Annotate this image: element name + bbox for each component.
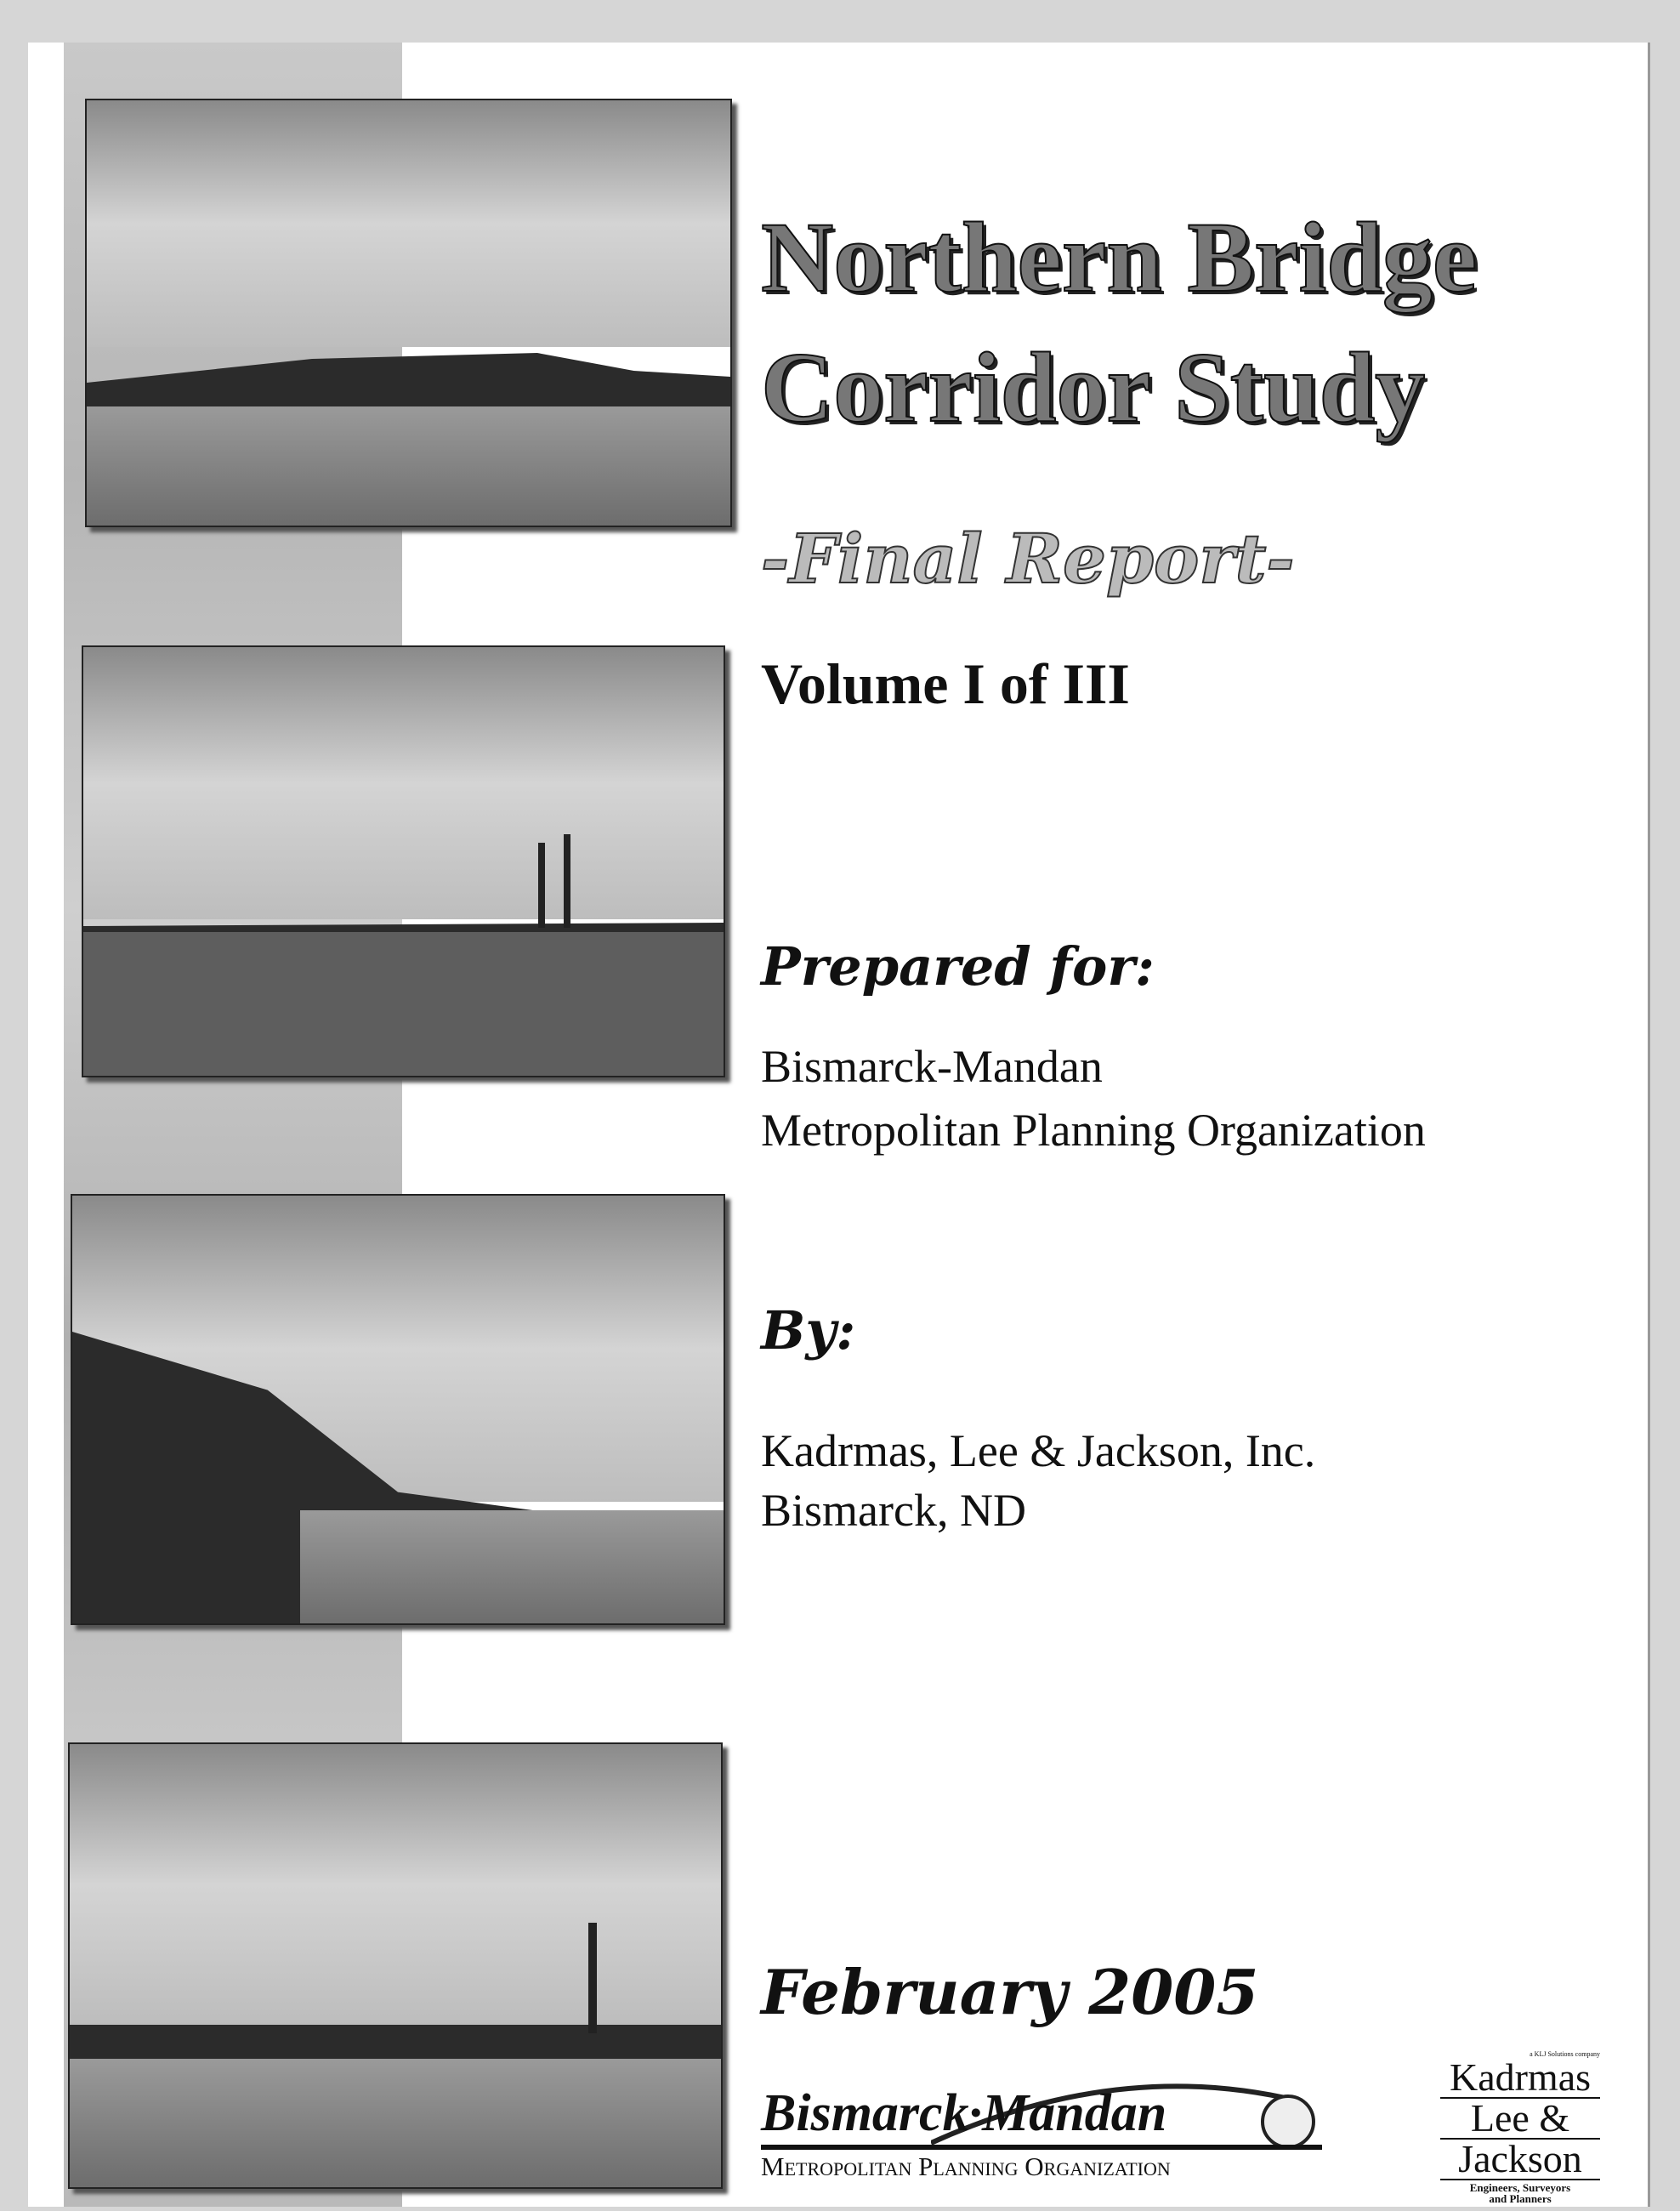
prepared-for-label: Prepared for: (761, 935, 1155, 998)
klj-line-2: Lee & (1440, 2099, 1600, 2140)
mpo-logo-name: Bismarck·Mandan (761, 2084, 1167, 2142)
river-photo-4 (68, 1742, 723, 2189)
klj-line-1: Kadrmas (1440, 2058, 1600, 2099)
klj-tagline: a KLJ Solutions company (1530, 2050, 1600, 2058)
klj-sub-2: and Planners (1489, 2192, 1552, 2205)
date: February 2005 (761, 1956, 1259, 2028)
river-photo-3 (71, 1194, 725, 1625)
client-line-1: Bismarck-Mandan (761, 1041, 1103, 1092)
volume: Volume I of III (761, 651, 1130, 716)
mpo-logo-sub: Metropolitan Planning Organization (761, 2151, 1171, 2181)
client-line-2: Metropolitan Planning Organization (761, 1105, 1426, 1156)
subtitle: -Final Report- (761, 519, 1295, 599)
river-photo-1 (85, 99, 732, 527)
firm-line-1: Kadrmas, Lee & Jackson, Inc. (761, 1425, 1316, 1476)
klj-line-3: Jackson (1440, 2140, 1600, 2180)
firm-line-2: Bismarck, ND (761, 1485, 1026, 1536)
by-label: By: (761, 1299, 856, 1361)
title-line-1: Northern Bridge (761, 202, 1478, 313)
klj-sub-1: Engineers, Surveyors (1469, 2181, 1571, 2194)
mpo-logo (761, 2075, 1339, 2181)
title-line-2: Corridor Study (761, 332, 1426, 443)
river-photo-2 (82, 645, 725, 1077)
klj-logo (1440, 2051, 1600, 2204)
